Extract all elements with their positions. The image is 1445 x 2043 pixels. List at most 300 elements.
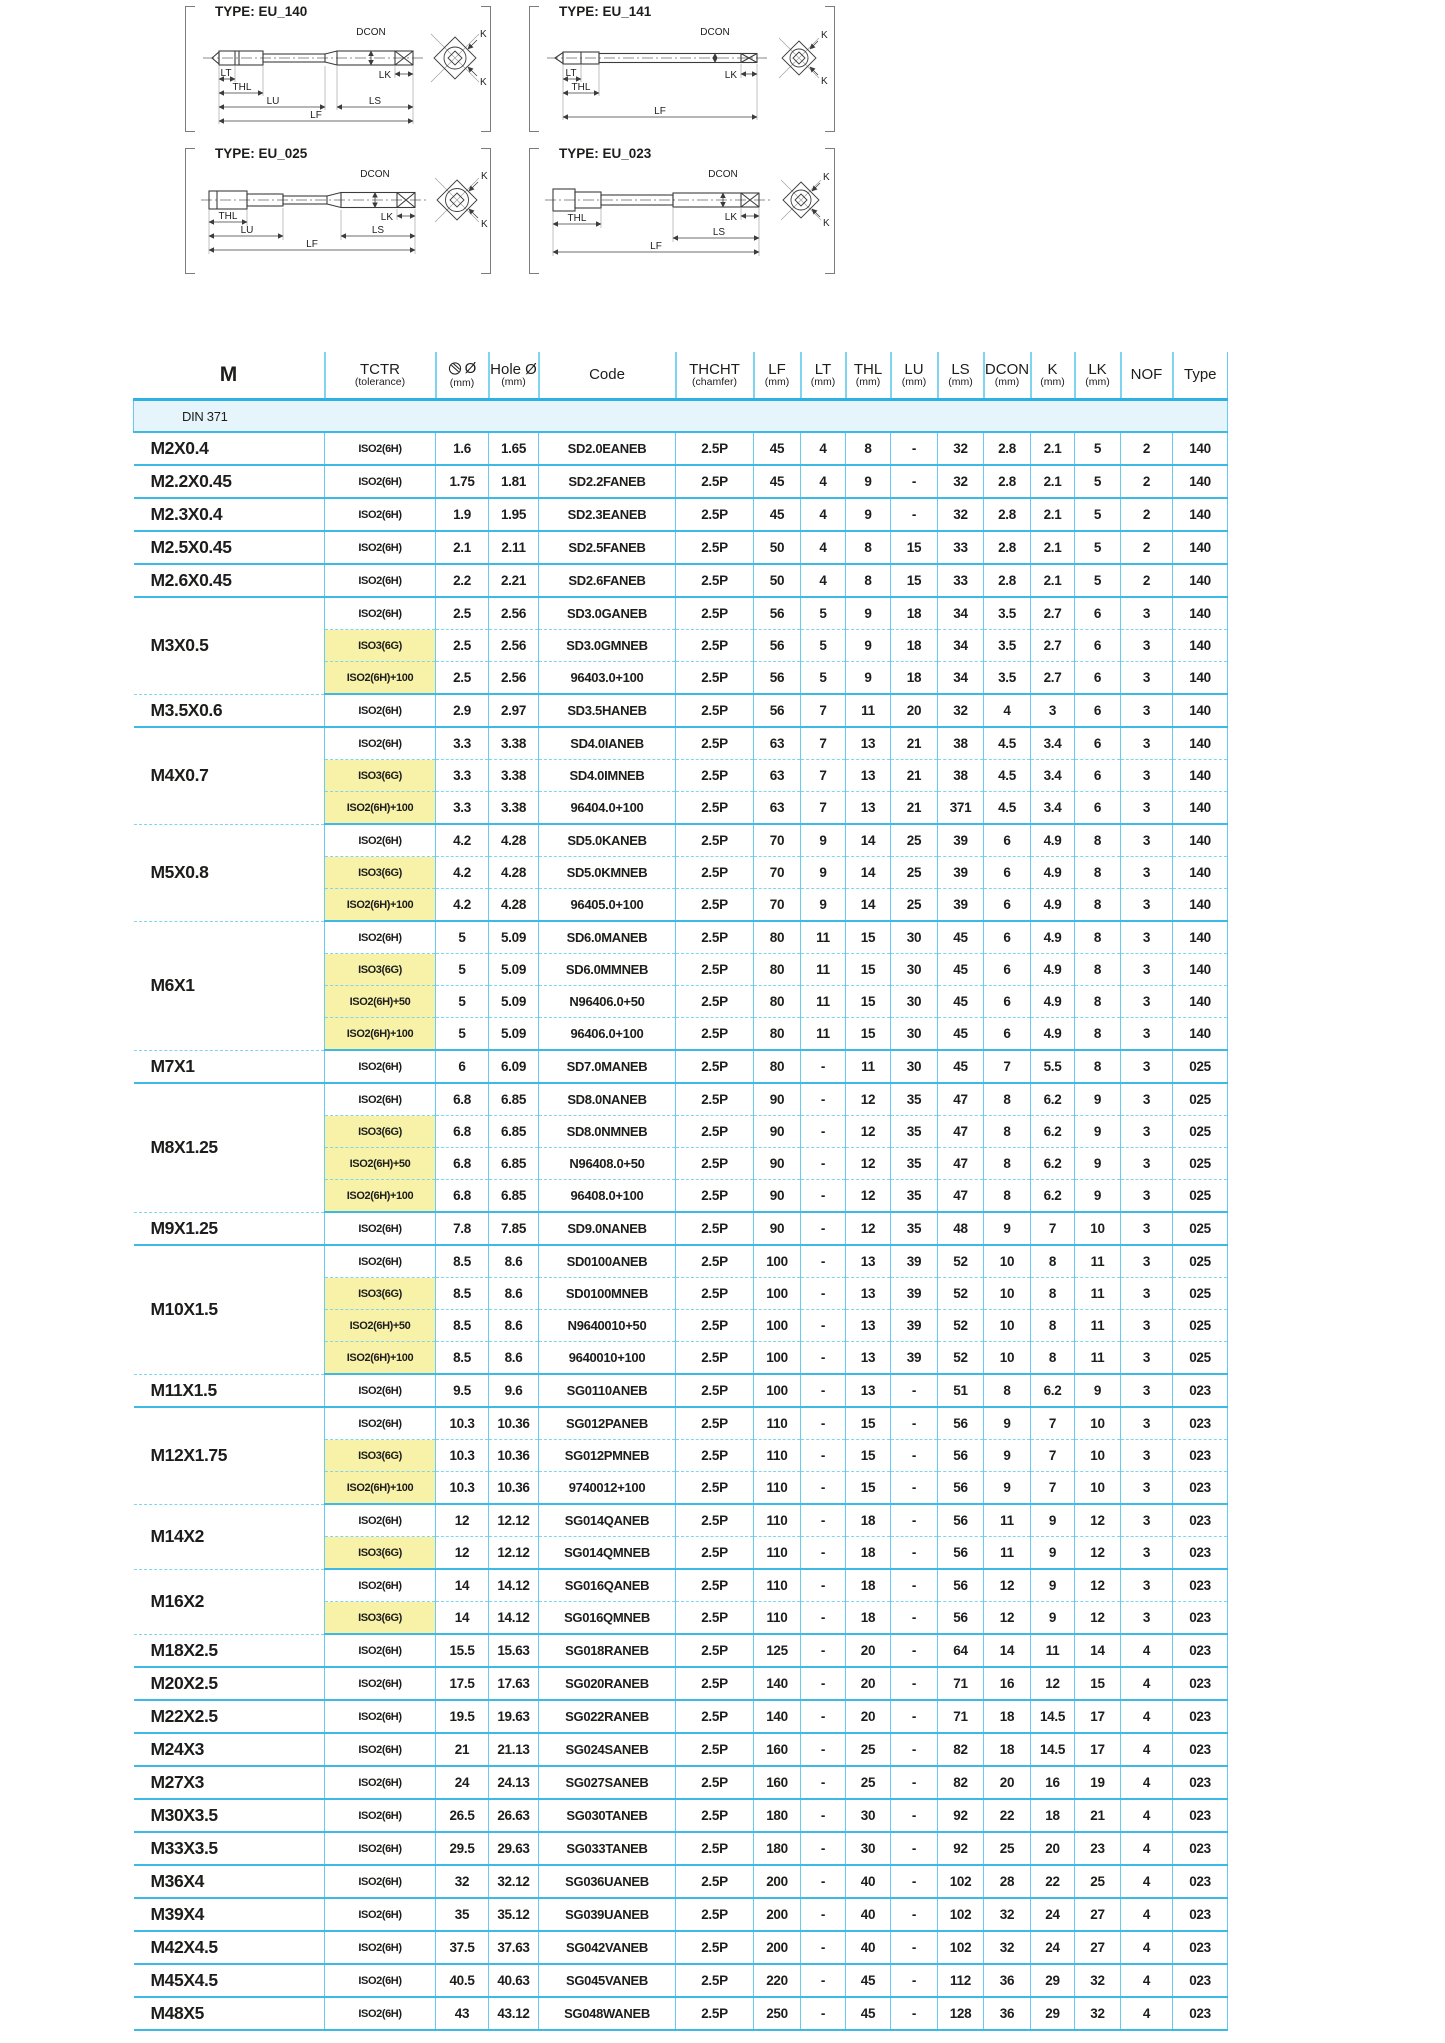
cell-ls: 52 (938, 1310, 984, 1342)
cell-nof: 4 (1121, 1865, 1173, 1898)
cell-nof: 3 (1121, 1083, 1173, 1116)
cell-chamfer: 2.5P (676, 727, 754, 760)
cell-ls: 34 (938, 630, 984, 662)
cell-type: 140 (1173, 986, 1228, 1018)
cell-dcon: 10 (984, 1245, 1031, 1278)
table-row (134, 1212, 1228, 1245)
thread-size-label: M11X1.5 (134, 1374, 325, 1407)
cell-hole: 8.6 (489, 1342, 539, 1375)
cell-lk: 21 (1075, 1799, 1121, 1832)
cell-code: SD3.0GANEB (539, 597, 676, 630)
cell-hole: 1.65 (489, 432, 539, 465)
cell-k: 3.4 (1031, 727, 1075, 760)
cell-ls: 102 (938, 1931, 984, 1964)
cell-lf: 160 (754, 1766, 801, 1799)
cell-lk: 10 (1075, 1472, 1121, 1505)
cell-lu: - (891, 465, 938, 498)
cell-lk: 8 (1075, 1018, 1121, 1051)
cell-lt: 11 (801, 921, 846, 954)
cell-code: SD8.0NANEB (539, 1083, 676, 1116)
cell-code: SD2.0EANEB (539, 432, 676, 465)
cell-lk: 5 (1075, 531, 1121, 564)
cell-lf: 80 (754, 954, 801, 986)
cell-code: SG018RANEB (539, 1634, 676, 1667)
cell-code: SG014QANEB (539, 1504, 676, 1537)
cell-hole: 17.63 (489, 1667, 539, 1700)
cell-lk: 32 (1075, 1997, 1121, 2030)
thread-size-label: M36X4 (134, 1865, 325, 1898)
diagram-title: TYPE: EU_023 (559, 146, 652, 161)
cell-lf: 80 (754, 921, 801, 954)
cell-tctr: ISO2(6H) (325, 1667, 436, 1700)
cell-code: SG042VANEB (539, 1931, 676, 1964)
cell-lf: 140 (754, 1667, 801, 1700)
thread-size-label: M6X1 (134, 921, 325, 1050)
cell-k: 7 (1031, 1472, 1075, 1505)
cell-thl: 9 (846, 498, 891, 531)
cell-code: SD6.0MANEB (539, 921, 676, 954)
diagram-eu-023 (529, 146, 835, 276)
thread-size-label: M20X2.5 (134, 1667, 325, 1700)
diagram-title: TYPE: EU_140 (215, 4, 308, 19)
cell-dia: 4.2 (436, 824, 489, 857)
cell-dia: 2.5 (436, 662, 489, 695)
dim-label-k: K (821, 30, 828, 41)
cell-lt: - (801, 1504, 846, 1537)
cell-thl: 15 (846, 986, 891, 1018)
cell-lt: - (801, 1050, 846, 1083)
cell-lu: 25 (891, 889, 938, 922)
cell-lf: 220 (754, 1964, 801, 1997)
cell-dcon: 6 (984, 889, 1031, 922)
cell-lu: 30 (891, 954, 938, 986)
cell-code: SD5.0KMNEB (539, 857, 676, 889)
cell-lt: - (801, 1832, 846, 1865)
dim-label-lk: LK (724, 70, 737, 81)
cell-nof: 4 (1121, 1766, 1173, 1799)
cell-lf: 100 (754, 1278, 801, 1310)
col-header-tctr: TCTR (tolerance) (325, 352, 436, 400)
cell-dia: 14 (436, 1602, 489, 1635)
cell-lu: - (891, 432, 938, 465)
thread-size-label: M18X2.5 (134, 1634, 325, 1667)
cell-tctr: ISO2(6H) (325, 1050, 436, 1083)
cell-hole: 21.13 (489, 1733, 539, 1766)
cell-code: 96408.0+100 (539, 1180, 676, 1213)
cell-lk: 5 (1075, 432, 1121, 465)
cell-lf: 180 (754, 1832, 801, 1865)
cell-thl: 20 (846, 1634, 891, 1667)
cell-lk: 14 (1075, 1634, 1121, 1667)
cell-tctr: ISO3(6G) (325, 1602, 436, 1635)
col-header-k: K (mm) (1031, 352, 1075, 400)
cell-chamfer: 2.5P (676, 1832, 754, 1865)
cell-thl: 13 (846, 727, 891, 760)
cell-chamfer: 2.5P (676, 1180, 754, 1213)
cell-nof: 3 (1121, 1374, 1173, 1407)
cell-hole: 6.85 (489, 1180, 539, 1213)
cell-lt: - (801, 1997, 846, 2030)
cell-hole: 43.12 (489, 1997, 539, 2030)
cell-dcon: 2.8 (984, 465, 1031, 498)
cell-k: 9 (1031, 1504, 1075, 1537)
cell-lk: 17 (1075, 1700, 1121, 1733)
cell-thl: 40 (846, 1865, 891, 1898)
cell-ls: 52 (938, 1342, 984, 1375)
cell-ls: 56 (938, 1537, 984, 1570)
cell-lu: - (891, 1733, 938, 1766)
cell-tctr: ISO2(6H) (325, 564, 436, 597)
cell-k: 8 (1031, 1278, 1075, 1310)
cell-lu: 39 (891, 1310, 938, 1342)
cell-lt: 7 (801, 727, 846, 760)
cell-code: SG016QMNEB (539, 1602, 676, 1635)
col-header-m: M (134, 352, 325, 400)
cell-lt: - (801, 1766, 846, 1799)
cell-thl: 8 (846, 432, 891, 465)
cell-k: 14.5 (1031, 1700, 1075, 1733)
cell-lt: 7 (801, 760, 846, 792)
cell-tctr: ISO2(6H) (325, 824, 436, 857)
cell-hole: 6.85 (489, 1083, 539, 1116)
cell-code: SD6.0MMNEB (539, 954, 676, 986)
cell-nof: 3 (1121, 727, 1173, 760)
cell-hole: 15.63 (489, 1634, 539, 1667)
cell-tctr: ISO2(6H) (325, 1964, 436, 1997)
cell-thl: 9 (846, 630, 891, 662)
cell-nof: 3 (1121, 986, 1173, 1018)
cell-type: 023 (1173, 1832, 1228, 1865)
cell-nof: 3 (1121, 1342, 1173, 1375)
cell-dcon: 3.5 (984, 597, 1031, 630)
cell-thl: 13 (846, 760, 891, 792)
cell-dcon: 2.8 (984, 432, 1031, 465)
cell-code: SD9.0NANEB (539, 1212, 676, 1245)
cell-type: 023 (1173, 1931, 1228, 1964)
dim-label-k: K (481, 171, 488, 182)
cell-type: 140 (1173, 727, 1228, 760)
cell-k: 2.7 (1031, 662, 1075, 695)
cell-thl: 14 (846, 857, 891, 889)
cell-nof: 3 (1121, 1537, 1173, 1570)
cell-dia: 15.5 (436, 1634, 489, 1667)
cell-type: 023 (1173, 1374, 1228, 1407)
cell-lk: 6 (1075, 630, 1121, 662)
cell-lf: 90 (754, 1180, 801, 1213)
cell-thl: 13 (846, 1245, 891, 1278)
cell-lu: 35 (891, 1180, 938, 1213)
cell-k: 7 (1031, 1440, 1075, 1472)
cell-chamfer: 2.5P (676, 597, 754, 630)
cell-type: 025 (1173, 1310, 1228, 1342)
cell-lk: 8 (1075, 857, 1121, 889)
cell-dcon: 22 (984, 1799, 1031, 1832)
cell-chamfer: 2.5P (676, 921, 754, 954)
cell-code: SD0100MNEB (539, 1278, 676, 1310)
cell-lf: 90 (754, 1116, 801, 1148)
cell-thl: 18 (846, 1602, 891, 1635)
thread-size-label: M3.5X0.6 (134, 694, 325, 727)
table-row (134, 1997, 1228, 2030)
cell-code: 96406.0+100 (539, 1018, 676, 1051)
cell-thl: 8 (846, 564, 891, 597)
cell-chamfer: 2.5P (676, 1245, 754, 1278)
cell-dia: 35 (436, 1898, 489, 1931)
cell-lt: 9 (801, 889, 846, 922)
cell-lt: - (801, 1083, 846, 1116)
cell-lf: 63 (754, 760, 801, 792)
cell-hole: 5.09 (489, 921, 539, 954)
cell-code: SG016QANEB (539, 1569, 676, 1602)
cell-lt: - (801, 1180, 846, 1213)
table-row (134, 1964, 1228, 1997)
cell-lk: 6 (1075, 597, 1121, 630)
cell-lt: - (801, 1667, 846, 1700)
cell-thl: 25 (846, 1766, 891, 1799)
cell-type: 023 (1173, 1799, 1228, 1832)
cell-lk: 6 (1075, 727, 1121, 760)
cell-nof: 3 (1121, 954, 1173, 986)
cell-type: 140 (1173, 694, 1228, 727)
cell-lk: 25 (1075, 1865, 1121, 1898)
cell-dia: 10.3 (436, 1472, 489, 1505)
cell-lf: 80 (754, 1050, 801, 1083)
cell-lk: 12 (1075, 1569, 1121, 1602)
cell-k: 16 (1031, 1766, 1075, 1799)
cell-lk: 8 (1075, 954, 1121, 986)
cell-lt: - (801, 1310, 846, 1342)
cell-lf: 80 (754, 986, 801, 1018)
table-row (134, 1832, 1228, 1865)
cell-k: 11 (1031, 1634, 1075, 1667)
dim-label-thl: THL (218, 211, 238, 222)
thread-size-label: M39X4 (134, 1898, 325, 1931)
cell-dcon: 8 (984, 1374, 1031, 1407)
thread-size-label: M2.5X0.45 (134, 531, 325, 564)
cell-ls: 32 (938, 498, 984, 531)
cell-ls: 32 (938, 694, 984, 727)
cell-hole: 40.63 (489, 1964, 539, 1997)
cell-hole: 2.56 (489, 630, 539, 662)
cell-type: 023 (1173, 1898, 1228, 1931)
cell-lu: 35 (891, 1212, 938, 1245)
cell-lk: 8 (1075, 1050, 1121, 1083)
cell-ls: 47 (938, 1083, 984, 1116)
cell-nof: 3 (1121, 1245, 1173, 1278)
cell-lk: 12 (1075, 1504, 1121, 1537)
cell-lf: 110 (754, 1472, 801, 1505)
cell-lk: 27 (1075, 1931, 1121, 1964)
cell-dcon: 9 (984, 1212, 1031, 1245)
cell-tctr: ISO2(6H) (325, 498, 436, 531)
cell-code: SG027SANEB (539, 1766, 676, 1799)
cell-dcon: 9 (984, 1472, 1031, 1505)
cell-lk: 8 (1075, 921, 1121, 954)
dim-label-lt: LT (565, 68, 577, 79)
col-header-hole: Hole Ø (mm) (489, 352, 539, 400)
cell-lu: - (891, 1700, 938, 1733)
cell-chamfer: 2.5P (676, 1537, 754, 1570)
cell-chamfer: 2.5P (676, 498, 754, 531)
cell-chamfer: 2.5P (676, 1634, 754, 1667)
table-row (134, 1407, 1228, 1440)
table-row (134, 1634, 1228, 1667)
cell-dia: 3.3 (436, 760, 489, 792)
cell-type: 025 (1173, 1245, 1228, 1278)
cell-chamfer: 2.5P (676, 889, 754, 922)
cell-ls: 82 (938, 1733, 984, 1766)
cell-nof: 4 (1121, 1898, 1173, 1931)
cell-lf: 110 (754, 1537, 801, 1570)
cell-tctr: ISO2(6H) (325, 727, 436, 760)
cell-dcon: 6 (984, 986, 1031, 1018)
cell-thl: 13 (846, 1278, 891, 1310)
cell-code: SG036UANEB (539, 1865, 676, 1898)
cell-lk: 8 (1075, 986, 1121, 1018)
cell-lt: - (801, 1374, 846, 1407)
cell-k: 7 (1031, 1407, 1075, 1440)
cell-lt: - (801, 1407, 846, 1440)
cell-ls: 92 (938, 1832, 984, 1865)
dim-label-ls: LS (712, 227, 726, 238)
cell-lu: - (891, 1504, 938, 1537)
cell-lf: 63 (754, 792, 801, 825)
cell-tctr: ISO2(6H) (325, 694, 436, 727)
cell-nof: 4 (1121, 1667, 1173, 1700)
cell-lf: 50 (754, 531, 801, 564)
cell-chamfer: 2.5P (676, 760, 754, 792)
cell-ls: 112 (938, 1964, 984, 1997)
cell-tctr: ISO2(6H)+100 (325, 792, 436, 825)
cell-lk: 6 (1075, 792, 1121, 825)
cell-ls: 33 (938, 531, 984, 564)
cell-thl: 40 (846, 1931, 891, 1964)
cell-lu: - (891, 1931, 938, 1964)
table-row (134, 1245, 1228, 1278)
cell-lf: 80 (754, 1018, 801, 1051)
cell-lu: - (891, 1865, 938, 1898)
table-row (134, 432, 1228, 465)
dim-label-lu: LU (266, 96, 280, 107)
cell-lu: 18 (891, 662, 938, 695)
cell-lu: - (891, 1569, 938, 1602)
cell-type: 023 (1173, 1504, 1228, 1537)
cell-lf: 90 (754, 1148, 801, 1180)
cell-dcon: 8 (984, 1148, 1031, 1180)
cell-hole: 2.11 (489, 531, 539, 564)
cell-thl: 9 (846, 465, 891, 498)
cell-lu: 21 (891, 727, 938, 760)
cell-dcon: 10 (984, 1342, 1031, 1375)
cell-dia: 4.2 (436, 857, 489, 889)
cell-k: 4.9 (1031, 986, 1075, 1018)
cell-dia: 40.5 (436, 1964, 489, 1997)
cell-ls: 48 (938, 1212, 984, 1245)
cell-hole: 37.63 (489, 1931, 539, 1964)
cell-hole: 5.09 (489, 1018, 539, 1051)
cell-nof: 2 (1121, 564, 1173, 597)
cell-ls: 56 (938, 1407, 984, 1440)
cell-lt: - (801, 1733, 846, 1766)
cell-dia: 37.5 (436, 1931, 489, 1964)
cell-tctr: ISO2(6H) (325, 1083, 436, 1116)
cell-dia: 1.75 (436, 465, 489, 498)
cell-hole: 3.38 (489, 760, 539, 792)
cell-code: 96403.0+100 (539, 662, 676, 695)
cell-dcon: 28 (984, 1865, 1031, 1898)
col-header-lk: LK (mm) (1075, 352, 1121, 400)
cell-k: 4.9 (1031, 954, 1075, 986)
cell-lf: 56 (754, 662, 801, 695)
cell-k: 2.1 (1031, 465, 1075, 498)
cell-type: 140 (1173, 662, 1228, 695)
cell-k: 24 (1031, 1931, 1075, 1964)
cell-hole: 6.85 (489, 1116, 539, 1148)
cell-chamfer: 2.5P (676, 1342, 754, 1375)
cell-nof: 3 (1121, 1212, 1173, 1245)
cell-chamfer: 2.5P (676, 1116, 754, 1148)
cell-dia: 5 (436, 921, 489, 954)
cell-tctr: ISO2(6H)+100 (325, 1180, 436, 1213)
cell-ls: 52 (938, 1278, 984, 1310)
cell-type: 023 (1173, 1440, 1228, 1472)
cell-hole: 5.09 (489, 986, 539, 1018)
cell-lk: 10 (1075, 1407, 1121, 1440)
cell-nof: 4 (1121, 1799, 1173, 1832)
tap-diameter-icon (448, 362, 463, 379)
dim-label-lf: LF (654, 106, 666, 117)
cell-tctr: ISO2(6H) (325, 921, 436, 954)
cell-k: 4.9 (1031, 1018, 1075, 1051)
cell-ls: 38 (938, 727, 984, 760)
cell-lk: 11 (1075, 1278, 1121, 1310)
cell-lf: 110 (754, 1602, 801, 1635)
cell-lf: 250 (754, 1997, 801, 2030)
thread-size-label: M8X1.25 (134, 1083, 325, 1212)
cell-nof: 3 (1121, 921, 1173, 954)
cell-code: SD2.5FANEB (539, 531, 676, 564)
cell-chamfer: 2.5P (676, 1504, 754, 1537)
cell-thl: 15 (846, 1018, 891, 1051)
cell-lu: 39 (891, 1278, 938, 1310)
cell-dcon: 8 (984, 1116, 1031, 1148)
cell-hole: 5.09 (489, 954, 539, 986)
cell-lt: 11 (801, 986, 846, 1018)
cell-chamfer: 2.5P (676, 1865, 754, 1898)
cell-type: 140 (1173, 531, 1228, 564)
thread-size-label: M16X2 (134, 1569, 325, 1634)
thread-size-label: M33X3.5 (134, 1832, 325, 1865)
cell-chamfer: 2.5P (676, 857, 754, 889)
cell-k: 3 (1031, 694, 1075, 727)
cell-nof: 2 (1121, 465, 1173, 498)
cell-code: N96408.0+50 (539, 1148, 676, 1180)
thread-size-label: M48X5 (134, 1997, 325, 2030)
cell-code: SG048WANEB (539, 1997, 676, 2030)
cell-ls: 47 (938, 1148, 984, 1180)
cell-lt: - (801, 1634, 846, 1667)
cell-chamfer: 2.5P (676, 1083, 754, 1116)
cell-lf: 90 (754, 1212, 801, 1245)
cell-chamfer: 2.5P (676, 1799, 754, 1832)
thread-size-label: M22X2.5 (134, 1700, 325, 1733)
cell-dia: 17.5 (436, 1667, 489, 1700)
cell-nof: 3 (1121, 1310, 1173, 1342)
cell-code: 96405.0+100 (539, 889, 676, 922)
cell-lu: 15 (891, 531, 938, 564)
cell-lf: 110 (754, 1440, 801, 1472)
cell-dia: 2.1 (436, 531, 489, 564)
